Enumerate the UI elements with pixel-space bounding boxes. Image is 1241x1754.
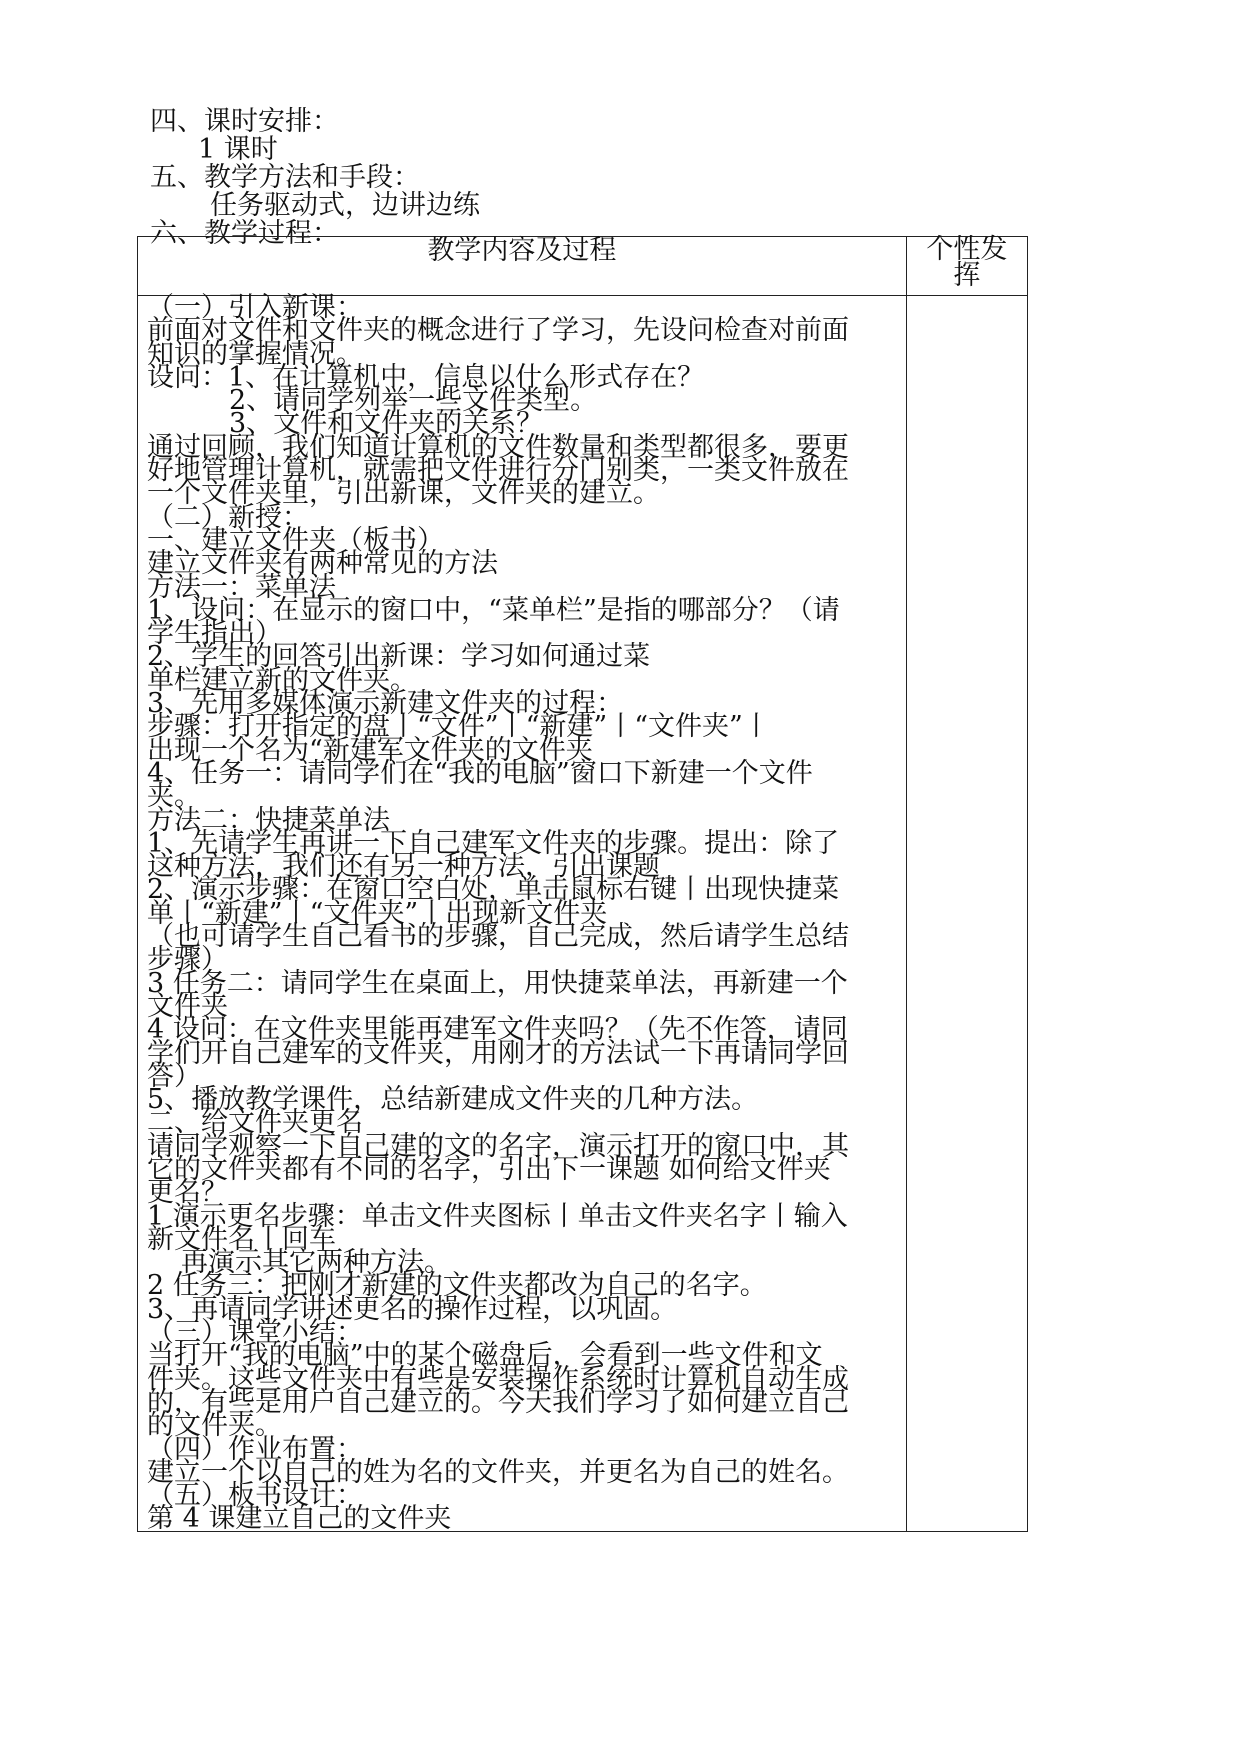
content-line: 步骤） (147, 944, 228, 976)
content-line: 设问：1、在计算机中，信息以什么形式存在？ (147, 361, 705, 393)
content-line: 4 设问：在文件夹里能再建军文件夹吗？（先不作答，请同 (147, 1014, 848, 1046)
header-personal-notes (906, 234, 1027, 296)
content-line: 件夹。这些文件夹中有些是安装操作系统时计算机自动生成 (147, 1363, 849, 1395)
content-line: （三）课堂小结： (147, 1317, 363, 1349)
content-line: （一）引入新课： (147, 292, 363, 323)
content-line: 通过回顾，我们知道计算机的文件数量和类型都很多，要更 (147, 431, 849, 463)
content-line: 学生指出） (147, 618, 282, 650)
content-line: 建立一个以自己的姓为名的文件夹，并更名为自己的姓名。 (147, 1456, 849, 1488)
lesson-content-cell (138, 292, 907, 1535)
content-line: （四）作业布置： (147, 1433, 363, 1465)
content-line: 当打开“我的电脑”中的某个磁盘后，会看到一些文件和文 (147, 1340, 823, 1372)
content-line: 新文件名丨回车 (147, 1223, 336, 1255)
heading-line: 任务驱动式，边讲边练 (210, 190, 480, 221)
content-line: 3 任务二：请同学生在桌面上，用快捷菜单法，再新建一个 (147, 967, 848, 999)
content-line: 单栏建立新的文件夹。 (147, 664, 417, 696)
content-line: 4、任务一：请同学们在“我的电脑”窗口下新建一个文件 (147, 757, 813, 789)
heading-line: 四、课时安排： (150, 106, 339, 137)
lesson-table (137, 234, 1028, 1535)
heading-line: 六、教学过程： (150, 218, 339, 249)
personal-notes-cell (906, 296, 1027, 1532)
header-side-line: 个性发 (926, 234, 1008, 265)
header-side-line: 挥 (953, 260, 981, 291)
content-line: 它的文件夹都有不同的名字，引出下一课题 如何给文件夹 (147, 1153, 831, 1185)
content-line: 1、设问：在显示的窗口中，“菜单栏”是指的哪部分？（请 (147, 594, 840, 626)
content-line: 2 任务三：把刚才新建的文件夹都改为自己的名字。 (147, 1270, 767, 1302)
pre-table-headings (150, 108, 1050, 248)
content-line: （二）新授： (147, 501, 309, 533)
content-line: 2、请同学列举一些文件类型。 (229, 385, 598, 417)
content-line: （也可请学生自己看书的步骤，自己完成，然后请学生总结 (147, 921, 849, 953)
content-line: 3、再请同学讲述更名的操作过程，以巩固。 (147, 1293, 678, 1325)
content-line: 这种方法，我们还有另一种方法，引出课题 (147, 851, 660, 883)
content-line: 二、给文件夹更名 (147, 1107, 363, 1139)
content-line: 建立文件夹有两种常见的方法 (147, 548, 498, 580)
header-content-process: 教学内容及过程 (138, 237, 907, 296)
content-line: 好地管理计算机，就需把文件进行分门别类，一类文件放在 (147, 455, 849, 487)
content-line: 再演示其它两种方法。 (181, 1247, 451, 1279)
heading-line: 五、教学方法和手段： (150, 162, 420, 193)
content-line: 答） (147, 1060, 201, 1092)
content-line: 2、学生的回答引出新课：学习如何通过菜 (147, 641, 651, 673)
content-line: 2、演示步骤：在窗口空白处，单击鼠标右键丨出现快捷菜 (147, 874, 840, 906)
content-line: 1、先请学生再讲一下自己建军文件夹的步骤。提出：除了 (147, 827, 840, 859)
content-line: 一个文件夹里，引出新课，文件夹的建立。 (147, 478, 660, 510)
content-line: 3、文件和文件夹的关系？ (229, 408, 544, 440)
table-header-row (138, 237, 1028, 296)
heading-line: 1 课时 (198, 134, 278, 165)
content-line: 请同学观察一下自己建的文的名字，演示打开的窗口中，其 (147, 1130, 849, 1162)
content-line: 方法一：菜单法 (147, 571, 336, 603)
content-line: （五）板书设计： (147, 1480, 363, 1512)
content-line: 第 4 课建立自己的文件夹 (147, 1503, 452, 1535)
content-line: 学们开自己建军的文件夹，用刚才的方法试一下再请同学回 (147, 1037, 849, 1069)
content-line: 步骤：打开指定的盘丨“文件”丨“新建”丨“文件夹”丨 (147, 711, 770, 743)
content-line: 更名？ (147, 1177, 228, 1209)
content-line: 单丨“新建”丨“文件夹”丨出现新文件夹 (147, 897, 608, 929)
content-line: 夹。 (147, 781, 201, 813)
content-line: 的，有些是用户自己建立的。今天我们学习了如何建立自己 (147, 1386, 849, 1418)
content-line: 方法二：快捷菜单法 (147, 804, 390, 836)
content-line: 1 演示更名步骤：单击文件夹图标丨单击文件夹名字丨输入 (147, 1200, 848, 1232)
content-line: 出现一个名为“新建军文件夹的文件夹 (147, 734, 593, 766)
content-line: 5、播放教学课件，总结新建成文件夹的几种方法。 (147, 1084, 759, 1116)
content-line: 前面对文件和文件夹的概念进行了学习，先设问检查对前面 (147, 315, 849, 347)
content-line: 知识的掌握情况。 (147, 338, 363, 370)
content-line: 3、先用多媒体演示新建文件夹的过程： (147, 688, 624, 720)
table-body-row (138, 296, 1028, 1532)
content-line: 的文件夹。 (147, 1410, 282, 1442)
content-line: 文件夹 (147, 990, 228, 1022)
content-line: 一、建立文件夹（板书） (147, 524, 444, 556)
